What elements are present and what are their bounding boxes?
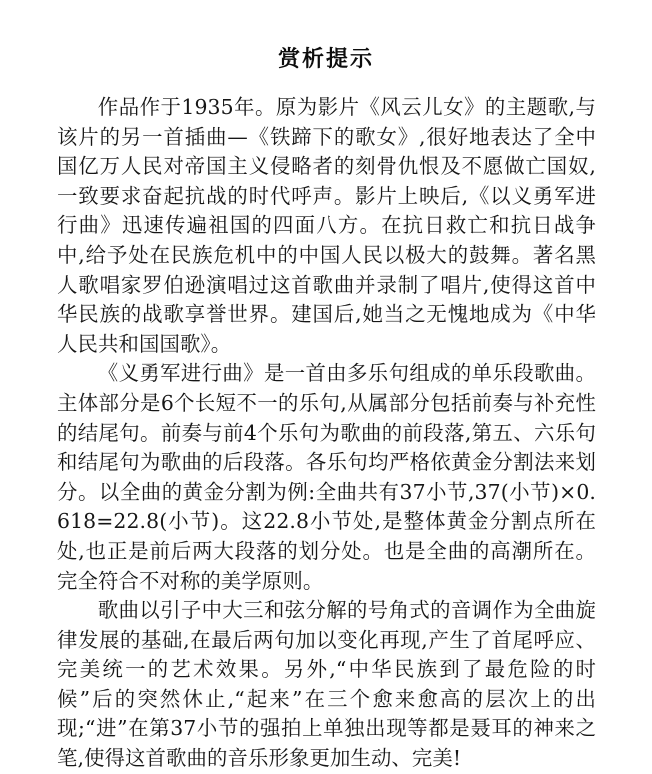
document-body [57, 93, 596, 774]
paragraph: 作品作于1935年。原为影片《风云儿女》的主题歌,与该片的另一首插曲—《铁蹄下的歌女》,很好地表达了全中国亿万人民对帝国主义侵略者的刻骨仇恨及不愿做亡国奴,一致要求奋起抗战的时代呼声。影片上映后,《以义勇军进行曲》迅速传遍祖国的四面八方。在抗日救亡和抗日战争中,给予处在民族危机中的中国人民以极大的鼓舞。著名黑人歌唱家罗伯逊演唱过这首歌曲并录制了唱片,使得这首中华民族的战歌享誉世界。建国后,她当之无愧地成为《中华人民共和国国歌》。 [57, 95, 596, 356]
paragraph: 歌曲以引子中大三和弦分解的号角式的音调作为全曲旋律发展的基础,在最后两句加以变化再现,产生了首尾呼应、完美统一的艺术效果。另外,“中华民族到了最危险的时候”后的突然休止,“起来”在三个愈来愈高的层次上的出现;“进”在第37小节的强拍上单独出现等都是聂耳的神来之笔,使得这首歌曲的音乐形象更加生动、完美! [57, 598, 596, 771]
page-title: 赏析提示 [277, 47, 374, 72]
paragraph: 《义勇军进行曲》是一首由多乐句组成的单乐段歌曲。主体部分是6个长短不一的乐句,从属部分包括前奏与补充性的结尾句。前奏与前4个乐句为歌曲的前段落,第五、六乐句和结尾句为歌曲的后段落。各乐句均严格依黄金分割法来划分。以全曲的黄金分割为例:全曲共有37小节,37(小节)×0.618=22.8(小节)。这22.8小节处,是整体黄金分割点所在处,也正是前后两大段落的划分处。也是全曲的高潮所在。完全符合不对称的美学原则。 [57, 361, 596, 593]
